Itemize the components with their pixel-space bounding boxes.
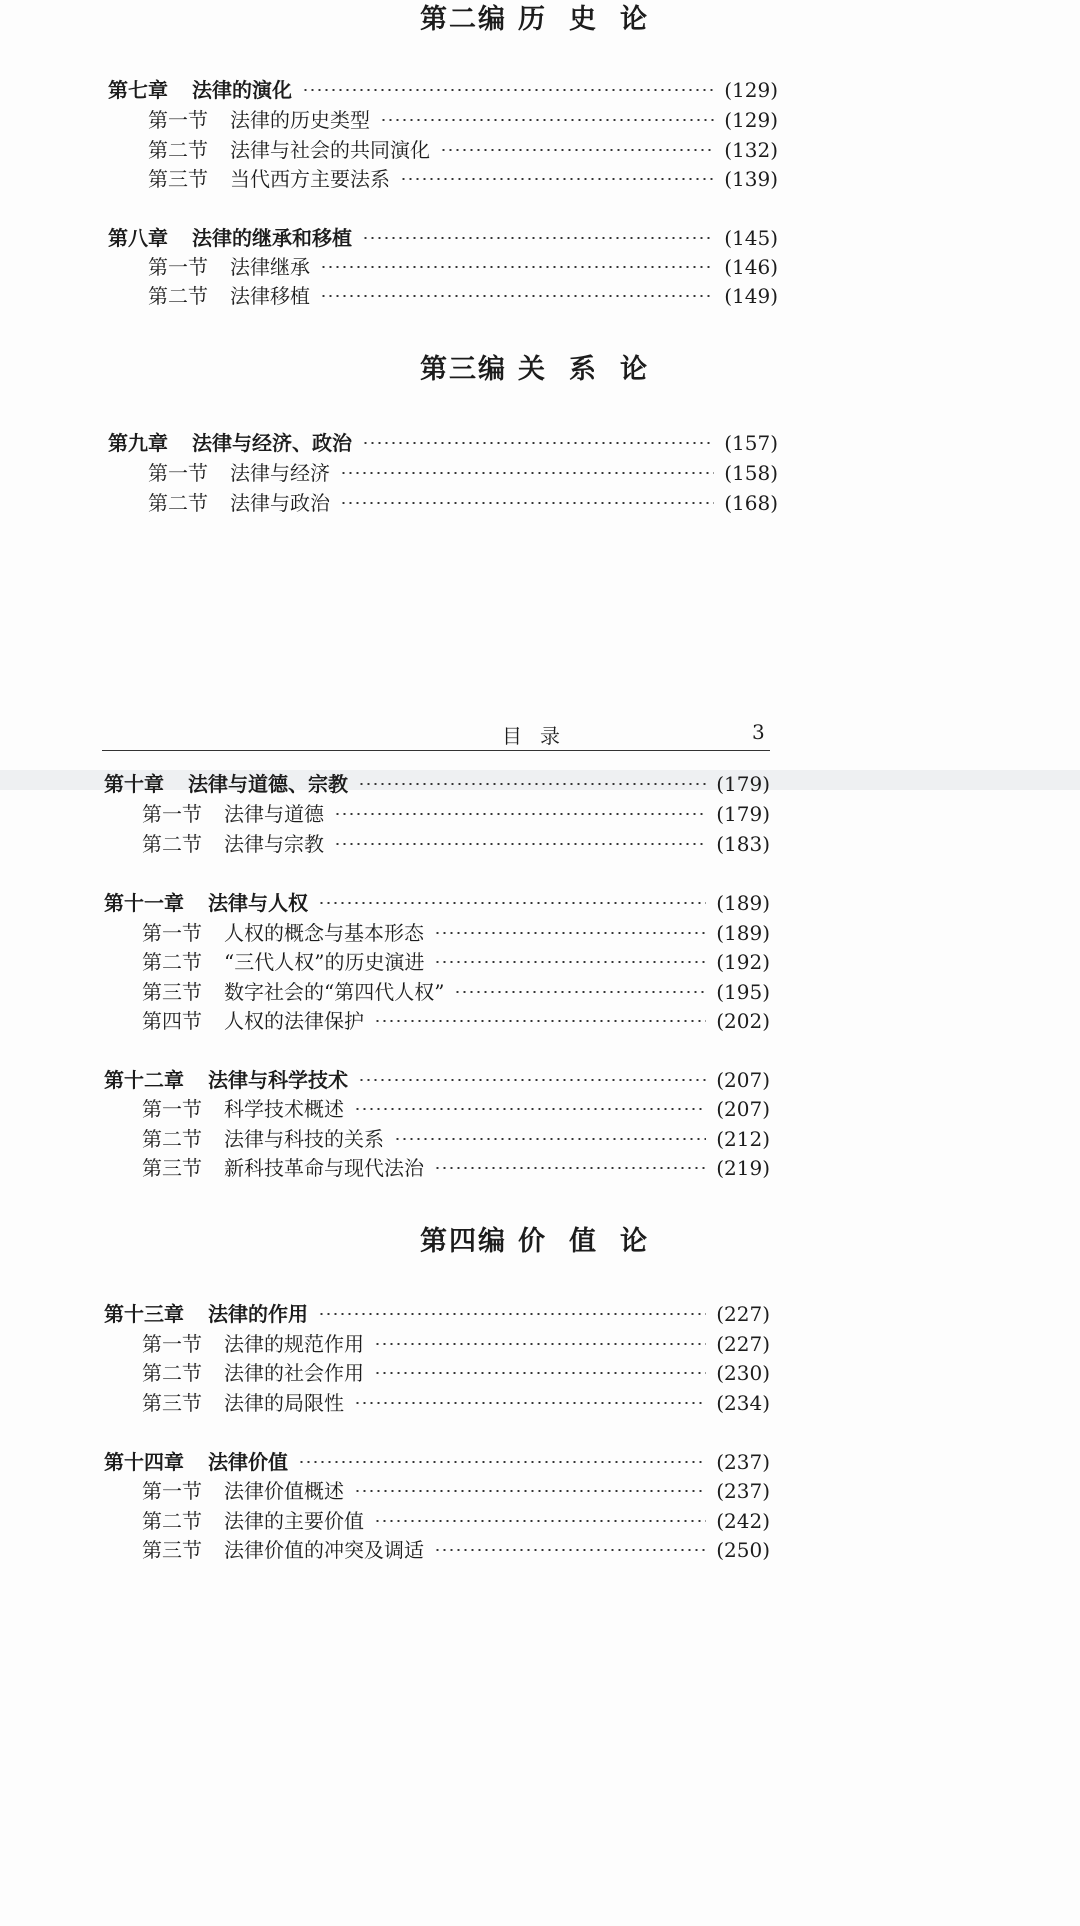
page-ref: (183) — [716, 832, 770, 856]
chapter-label: 第十四章 — [104, 1450, 184, 1474]
toc-section-entry[interactable] — [148, 163, 778, 195]
section-title: 科学技术概述 — [224, 1097, 344, 1121]
chapter-title: 法律的继承和移植 — [192, 226, 352, 250]
toc-section-entry[interactable] — [142, 798, 770, 830]
page-ref: (157) — [724, 431, 778, 455]
section-label: 第一节 — [148, 255, 208, 279]
toc-chapter-entry[interactable] — [104, 1064, 770, 1096]
section-label: 第一节 — [142, 1097, 202, 1121]
part-title-char: 论 — [620, 1226, 649, 1257]
section-label: 第四节 — [142, 1009, 202, 1033]
part-title-char: 系 — [569, 354, 598, 385]
dot-leader — [320, 295, 714, 297]
section-title: “三代人权”的历史演进 — [224, 950, 425, 974]
toc-section-entry[interactable] — [142, 1328, 770, 1360]
dot-leader — [302, 89, 714, 91]
dot-leader — [362, 442, 714, 444]
dot-leader — [440, 149, 714, 151]
dot-leader — [354, 1402, 706, 1404]
page-ref: (250) — [716, 1538, 770, 1562]
section-title: 人权的法律保护 — [224, 1009, 364, 1033]
page-ref: (129) — [724, 78, 778, 102]
page-ref: (195) — [716, 980, 770, 1004]
section-label: 第二节 — [148, 138, 208, 162]
section-label: 第二节 — [142, 832, 202, 856]
chapter-title: 法律的演化 — [192, 78, 292, 102]
toc-section-entry[interactable] — [142, 1505, 770, 1537]
toc-chapter-entry[interactable] — [104, 768, 770, 800]
page-ref: (242) — [716, 1509, 770, 1533]
section-title: 当代西方主要法系 — [230, 167, 390, 191]
section-label: 第二节 — [142, 1361, 202, 1385]
section-title: 法律的规范作用 — [224, 1332, 364, 1356]
dot-leader — [354, 1490, 706, 1492]
page-ref: (146) — [724, 255, 778, 279]
part-title — [0, 1224, 1080, 1260]
section-label: 第二节 — [142, 950, 202, 974]
toc-chapter-entry[interactable] — [104, 1446, 770, 1478]
section-title: 新科技革命与现代法治 — [224, 1156, 424, 1180]
page-ref: (192) — [716, 950, 770, 974]
toc-page-1 — [0, 0, 1080, 790]
dot-leader — [340, 502, 714, 504]
page-ref: (230) — [716, 1361, 770, 1385]
toc-chapter-entry[interactable] — [108, 222, 778, 254]
chapter-label: 第八章 — [108, 226, 168, 250]
dot-leader — [298, 1461, 706, 1463]
dot-leader — [318, 1313, 706, 1315]
part-title — [0, 2, 1080, 38]
toc-section-entry[interactable] — [148, 487, 778, 519]
toc-chapter-entry[interactable] — [108, 74, 778, 106]
chapter-label: 第十一章 — [104, 891, 184, 915]
page-ref: (237) — [716, 1479, 770, 1503]
section-label: 第二节 — [142, 1127, 202, 1151]
section-title: 法律的局限性 — [224, 1391, 344, 1415]
section-title: 人权的概念与基本形态 — [224, 921, 424, 945]
page-ref: (139) — [724, 167, 778, 191]
part-title — [0, 352, 1080, 388]
dot-leader — [434, 1549, 706, 1551]
chapter-title: 法律与科学技术 — [208, 1068, 348, 1092]
page-ref: (132) — [724, 138, 778, 162]
page-ref: (207) — [716, 1097, 770, 1121]
chapter-label: 第七章 — [108, 78, 168, 102]
toc-section-entry[interactable] — [142, 946, 770, 978]
toc-section-entry[interactable] — [142, 1005, 770, 1037]
section-title: 法律与经济 — [230, 461, 330, 485]
part-number: 第三编 — [420, 354, 507, 385]
section-label: 第一节 — [142, 921, 202, 945]
page-ref: (179) — [716, 802, 770, 826]
section-label: 第一节 — [148, 108, 208, 132]
toc-section-entry[interactable] — [142, 1152, 770, 1184]
section-label: 第三节 — [148, 167, 208, 191]
toc-section-entry[interactable] — [148, 457, 778, 489]
part-title-char: 关 — [518, 354, 547, 385]
dot-leader — [400, 178, 714, 180]
part-title-char: 值 — [569, 1226, 598, 1257]
part-title-char: 论 — [620, 354, 649, 385]
section-label: 第三节 — [142, 1391, 202, 1415]
chapter-title: 法律与人权 — [208, 891, 308, 915]
section-title: 法律与科技的关系 — [224, 1127, 384, 1151]
toc-section-entry[interactable] — [142, 1093, 770, 1125]
running-header: 目录 — [502, 724, 578, 748]
dot-leader — [340, 472, 714, 474]
toc-section-entry[interactable] — [142, 1475, 770, 1507]
page-number: 3 — [752, 720, 765, 744]
dot-leader — [394, 1138, 706, 1140]
toc-section-entry[interactable] — [142, 828, 770, 860]
page-ref: (189) — [716, 891, 770, 915]
page-ref: (219) — [716, 1156, 770, 1180]
section-title: 法律与社会的共同演化 — [230, 138, 430, 162]
section-label: 第一节 — [148, 461, 208, 485]
section-title: 法律价值的冲突及调适 — [224, 1538, 424, 1562]
section-label: 第三节 — [142, 1156, 202, 1180]
section-title: 法律继承 — [230, 255, 310, 279]
section-label: 第二节 — [142, 1509, 202, 1533]
header-rule — [102, 750, 770, 751]
dot-leader — [334, 813, 706, 815]
section-label: 第一节 — [142, 1332, 202, 1356]
dot-leader — [374, 1520, 706, 1522]
page-ref: (158) — [724, 461, 778, 485]
toc-chapter-entry[interactable] — [108, 427, 778, 459]
toc-section-entry[interactable] — [148, 280, 778, 312]
dot-leader — [358, 783, 706, 785]
dot-leader — [362, 237, 714, 239]
page-ref: (207) — [716, 1068, 770, 1092]
section-label: 第二节 — [148, 284, 208, 308]
dot-leader — [434, 1167, 706, 1169]
section-title: 法律与政治 — [230, 491, 330, 515]
page-ref: (227) — [716, 1332, 770, 1356]
dot-leader — [380, 119, 714, 121]
chapter-title: 法律价值 — [208, 1450, 288, 1474]
page-ref: (237) — [716, 1450, 770, 1474]
dot-leader — [318, 902, 706, 904]
section-title: 法律移植 — [230, 284, 310, 308]
toc-section-entry[interactable] — [142, 1534, 770, 1566]
part-title-char: 论 — [620, 4, 649, 35]
section-title: 法律的社会作用 — [224, 1361, 364, 1385]
chapter-label: 第十二章 — [104, 1068, 184, 1092]
page-ref: (227) — [716, 1302, 770, 1326]
page-ref: (168) — [724, 491, 778, 515]
dot-leader — [320, 266, 714, 268]
part-title-char: 史 — [569, 4, 598, 35]
part-title-char: 价 — [518, 1226, 547, 1257]
page-ref: (234) — [716, 1391, 770, 1415]
toc-section-entry[interactable] — [142, 976, 770, 1008]
section-title: 法律的主要价值 — [224, 1509, 364, 1533]
section-label: 第三节 — [142, 1538, 202, 1562]
chapter-title: 法律的作用 — [208, 1302, 308, 1326]
page-ref: (145) — [724, 226, 778, 250]
page-ref: (179) — [716, 772, 770, 796]
toc-section-entry[interactable] — [142, 1123, 770, 1155]
dot-leader — [334, 843, 706, 845]
section-label: 第二节 — [148, 491, 208, 515]
chapter-label: 第九章 — [108, 431, 168, 455]
section-label: 第一节 — [142, 1479, 202, 1503]
dot-leader — [374, 1020, 706, 1022]
dot-leader — [358, 1079, 706, 1081]
toc-section-entry[interactable] — [142, 917, 770, 949]
section-label: 第一节 — [142, 802, 202, 826]
dot-leader — [434, 961, 706, 963]
toc-section-entry[interactable] — [142, 1357, 770, 1389]
dot-leader — [434, 932, 706, 934]
part-number: 第四编 — [420, 1226, 507, 1257]
section-title: 法律的历史类型 — [230, 108, 370, 132]
page-ref: (149) — [724, 284, 778, 308]
page-ref: (202) — [716, 1009, 770, 1033]
section-title: 法律与宗教 — [224, 832, 324, 856]
section-title: 法律价值概述 — [224, 1479, 344, 1503]
dot-leader — [374, 1372, 706, 1374]
page-ref: (189) — [716, 921, 770, 945]
dot-leader — [454, 991, 706, 993]
page-ref: (212) — [716, 1127, 770, 1151]
dot-leader — [354, 1108, 706, 1110]
section-title: 数字社会的“第四代人权” — [224, 980, 445, 1004]
toc-chapter-entry[interactable] — [104, 1298, 770, 1330]
toc-section-entry[interactable] — [148, 134, 778, 166]
toc-section-entry[interactable] — [142, 1387, 770, 1419]
chapter-label: 第十章 — [104, 772, 164, 796]
dot-leader — [374, 1343, 706, 1345]
part-number: 第二编 — [420, 4, 507, 35]
section-label: 第三节 — [142, 980, 202, 1004]
page-ref: (129) — [724, 108, 778, 132]
section-title: 法律与道德 — [224, 802, 324, 826]
chapter-title: 法律与经济、政治 — [192, 431, 352, 455]
chapter-label: 第十三章 — [104, 1302, 184, 1326]
part-title-char: 历 — [518, 4, 547, 35]
toc-chapter-entry[interactable] — [104, 887, 770, 919]
chapter-title: 法律与道德、宗教 — [188, 772, 348, 796]
toc-section-entry[interactable] — [148, 251, 778, 283]
toc-section-entry[interactable] — [148, 104, 778, 136]
